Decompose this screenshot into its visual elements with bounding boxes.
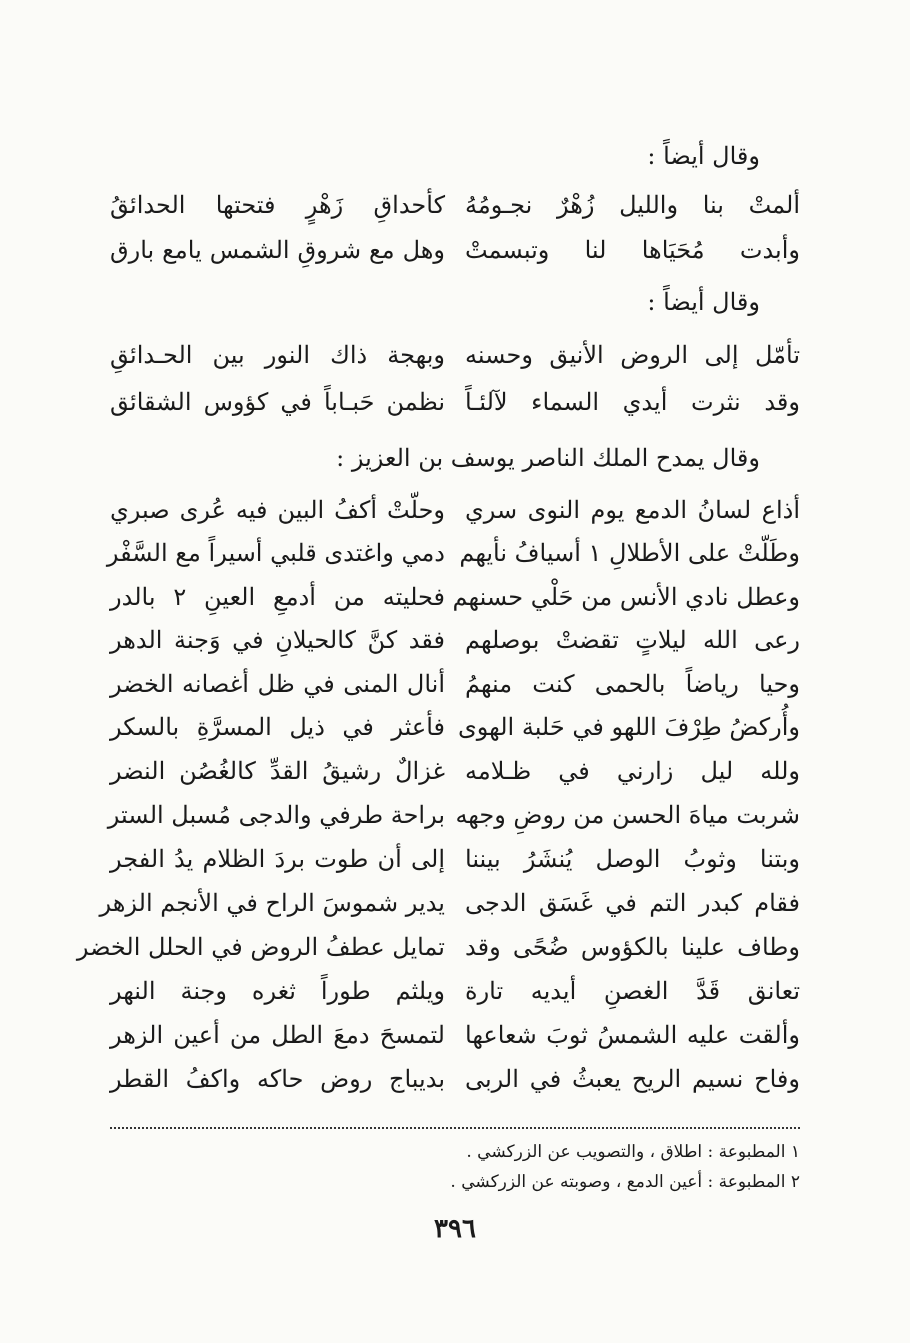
verse-first-hemistich: ولله ليل زارني في ظـلامه	[465, 757, 800, 785]
verse-line	[76, 927, 800, 967]
verse-second-hemistich: دمي واغتدى قلبي أسيراً مع السَّفْر	[106, 539, 445, 567]
verse-first-hemistich: شربت مياهَ الحسن من روضِ وجهه	[455, 801, 800, 829]
verse-second-hemistich: وبهجة ذاك النور بين الحـدائقِ	[110, 341, 445, 369]
verse-line	[99, 883, 800, 923]
verse-line	[107, 795, 800, 835]
verse-second-hemistich: فأعثر في ذيل المسرَّةِ بالسكر	[110, 713, 445, 741]
verse-second-hemistich: أنال المنى في ظل أغصانه الخضر	[110, 670, 445, 698]
poem-intro-1: وقال أيضاً :	[647, 142, 760, 170]
verse-line	[110, 185, 800, 225]
verse-second-hemistich: إلى أن طوت بردَ الظلام يدُ الفجر	[110, 845, 445, 873]
verse-second-hemistich: فقد كنَّ كالحيلانِ في وَجنة الدهر	[110, 626, 445, 654]
verse-line	[106, 533, 800, 573]
verse-second-hemistich: بديباج روض حاكه واكفُ القطر	[110, 1065, 445, 1093]
verse-second-hemistich: نظمن حَبـاباً في كؤوس الشقائق	[110, 388, 445, 416]
verse-line	[110, 1015, 800, 1055]
verse-first-hemistich: وعطل نادي الأنس من حَلْي حسنهم	[452, 583, 800, 611]
verse-line	[110, 707, 800, 747]
page-number: ٣٩٦	[434, 1214, 476, 1244]
verse-first-hemistich: وأبدت مُحَيَاها لنا وتبسمتْ	[465, 236, 800, 264]
verse-first-hemistich: ألمتْ بنا والليل زُهْرٌ نجـومُهُ	[465, 191, 800, 219]
verse-second-hemistich: براحة طرفي والدجى مُسبل الستر	[107, 801, 445, 829]
verse-line	[110, 335, 800, 375]
verse-first-hemistich: وبتنا وثوبُ الوصل يُنشَرُ بيننا	[465, 845, 800, 873]
verse-first-hemistich: تعانق قَدَّ الغصنِ أيديه تارة	[465, 977, 800, 1005]
verse-first-hemistich: فقام كبدر التم في غَسَق الدجى	[465, 889, 800, 917]
footnote-1: ١ المطبوعة : اطلاق ، والتصويب عن الزركشي .	[466, 1142, 800, 1162]
verse-line	[110, 1059, 800, 1099]
verse-first-hemistich: تأمّل إلى الروض الأنيق وحسنه	[465, 341, 800, 369]
verse-line	[110, 971, 800, 1011]
verse-second-hemistich: لتمسحَ دمعَ الطل من أعين الزهر	[110, 1021, 445, 1049]
verse-line	[110, 382, 800, 422]
verse-first-hemistich: رعى الله ليلاتٍ تقضتْ بوصلهم	[465, 626, 800, 654]
poem-intro-3: وقال يمدح الملك الناصر يوسف بن العزيز :	[336, 444, 760, 472]
verse-line	[110, 230, 800, 270]
verse-line	[110, 751, 800, 791]
verse-first-hemistich: وقد نثرت أيدي السماء لآلئـاً	[465, 388, 800, 416]
poem-intro-2: وقال أيضاً :	[647, 288, 760, 316]
verse-second-hemistich: غزالٌ رشيقُ القدِّ كالغُصُن النضر	[110, 757, 445, 785]
verse-line	[110, 620, 800, 660]
verse-second-hemistich: تمايل عطفُ الروض في الحلل الخضر	[76, 933, 445, 961]
verse-line	[110, 490, 800, 530]
verse-first-hemistich: وأُركضُ طِرْفَ اللهو في حَلبة الهوى	[457, 713, 800, 741]
verse-second-hemistich: وحلّتْ أكفُ البين فيه عُرى صبري	[110, 496, 445, 524]
verse-first-hemistich: وطَلّتْ على الأطلالِ ١ أسيافُ نأيهم	[459, 539, 800, 567]
verse-second-hemistich: فحليته من أدمعِ العينِ ٢ بالدر	[110, 583, 445, 611]
verse-first-hemistich: أذاع لسانُ الدمع يوم النوى سري	[465, 496, 800, 524]
verse-second-hemistich: وهل مع شروقِ الشمس يامع بارق	[110, 236, 445, 264]
verse-first-hemistich: وفاح نسيم الريح يعبثُ في الربى	[465, 1065, 800, 1093]
footnote-2: ٢ المطبوعة : أعين الدمع ، وصوبته عن الزركشي .	[450, 1172, 800, 1192]
verse-line	[110, 839, 800, 879]
verse-first-hemistich: وحيا رياضاً بالحمى كنت منهمُ	[465, 670, 800, 698]
verse-line	[110, 664, 800, 704]
verse-second-hemistich: ويلثم طوراً ثغره وجنة النهر	[110, 977, 445, 1005]
verse-line	[110, 577, 800, 617]
verse-second-hemistich: كأحداقِ زَهْرٍ فتحتها الحدائقُ	[110, 191, 445, 219]
verse-first-hemistich: وألقت عليه الشمسُ ثوبَ شعاعها	[465, 1021, 800, 1049]
footnote-divider	[110, 1127, 800, 1129]
verse-second-hemistich: يدير شموسَ الراح في الأنجم الزهر	[99, 889, 445, 917]
verse-first-hemistich: وطاف علينا بالكؤوس ضُحًى وقد	[465, 933, 800, 961]
